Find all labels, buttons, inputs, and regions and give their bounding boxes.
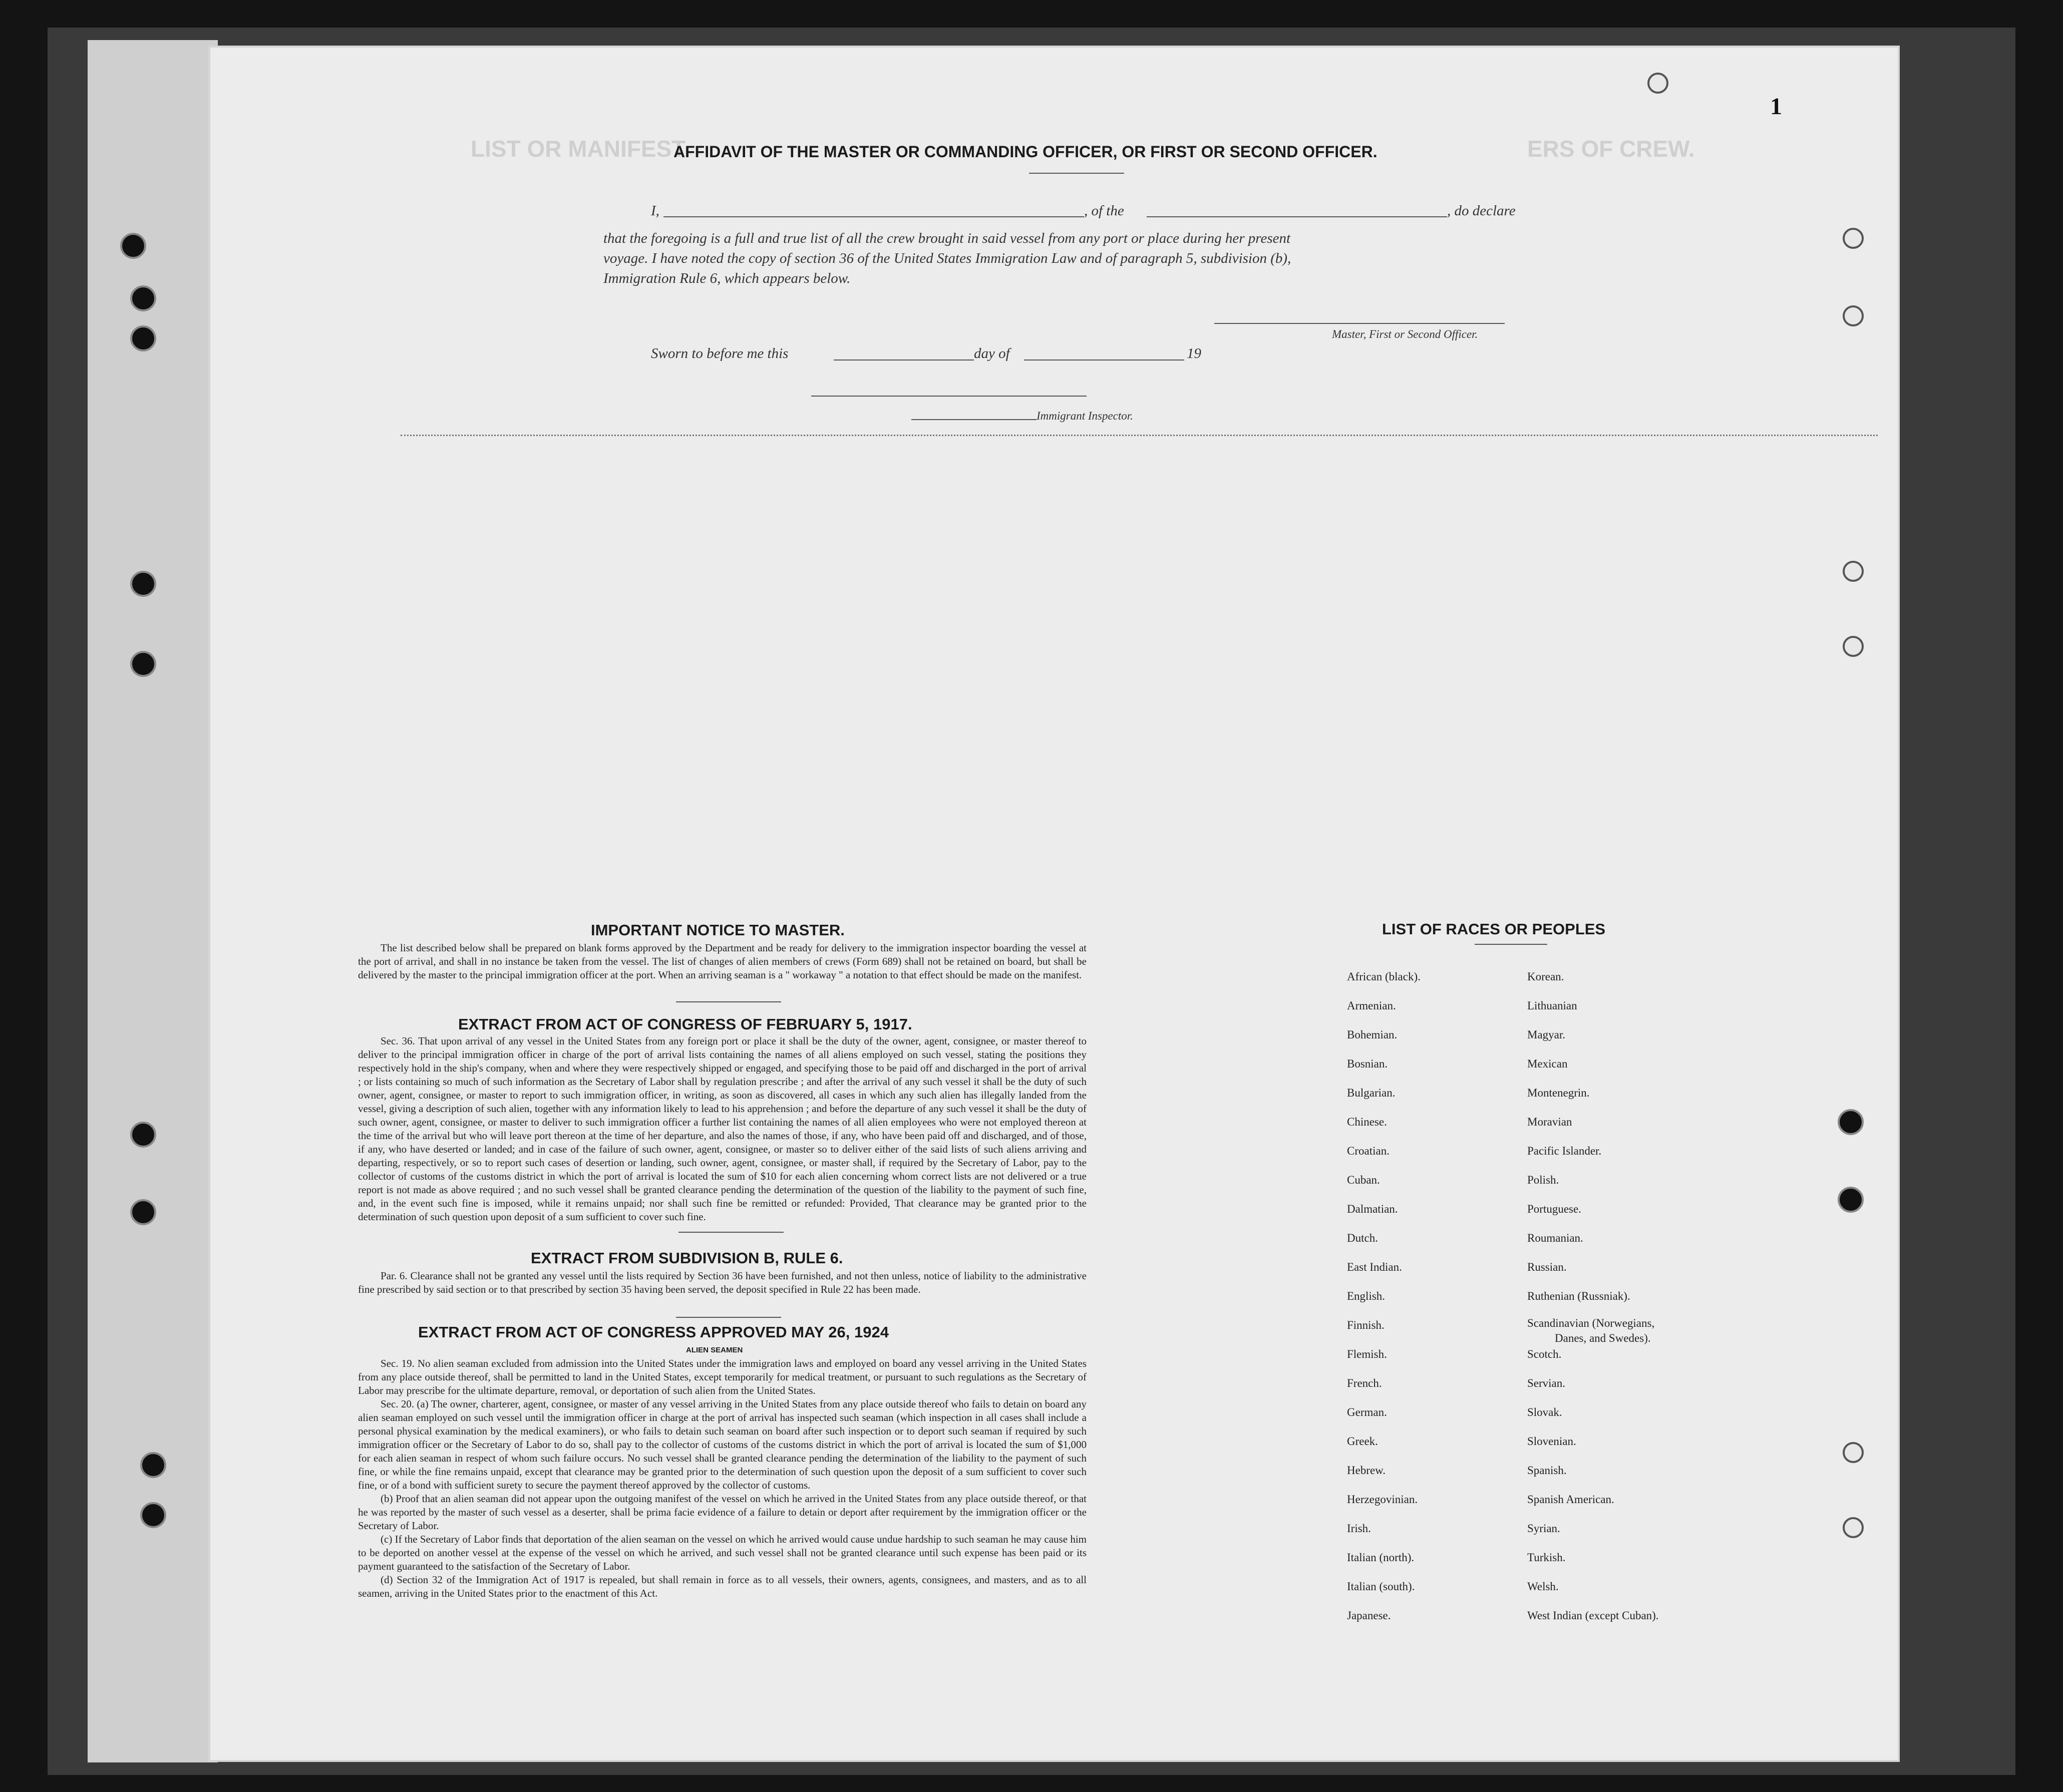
declaration-line-4: Immigration Rule 6, which appears below.: [603, 270, 851, 286]
declaration-line-1c: , do declare: [1447, 203, 1516, 219]
sworn-day-of: day of: [974, 345, 1010, 362]
race-item: Korean.: [1527, 970, 1564, 983]
vessel-blank: [1147, 216, 1447, 217]
race-item: Dalmatian.: [1347, 1203, 1398, 1215]
extract-1924-subtitle: ALIEN SEAMEN: [686, 1346, 743, 1354]
race-item: Italian (north).: [1347, 1551, 1415, 1564]
race-item: Italian (south).: [1347, 1580, 1415, 1593]
race-item: Scotch.: [1527, 1348, 1562, 1360]
race-item: Armenian.: [1347, 999, 1396, 1012]
page-ring: [1843, 1442, 1864, 1463]
race-item: Slovenian.: [1527, 1435, 1576, 1448]
binder-hole: [1838, 1109, 1864, 1135]
rule6-body: [358, 1269, 1087, 1296]
race-item: French.: [1347, 1377, 1382, 1389]
race-item: Russian.: [1527, 1261, 1567, 1273]
inspector-blank-upper: [811, 396, 1087, 397]
race-item: Chinese.: [1347, 1116, 1387, 1128]
binder-hole: [130, 1122, 156, 1148]
race-item: Welsh.: [1527, 1580, 1559, 1593]
race-item: Scandinavian (Norwegians,: [1527, 1317, 1655, 1329]
race-item: Mexican: [1527, 1057, 1568, 1070]
page-ring: [1843, 228, 1864, 249]
binder-hole: [130, 651, 156, 677]
name-blank: [663, 216, 1084, 217]
extract-1917-body: [358, 1034, 1087, 1224]
binder-hole: [140, 1502, 166, 1528]
bleed-through-text: LIST OR MANIFEST: [471, 136, 686, 162]
sec-19-text: Sec. 19. No alien seaman excluded from admission into the United States under the immigration laws and employed on board any vessel arriving in the United States from any place outside thereof, shall be permitted to land in the United States, except temporarily for medical treatment, or pursuant to such regulations as the Secretary of Labor may prescribe for the ultimate departure, removal, or deportation of such alien from the United States.: [358, 1357, 1087, 1396]
race-item: Portuguese.: [1527, 1203, 1581, 1215]
rule6-text: Par. 6. Clearance shall not be granted any vessel until the lists required by Section 36 have been furnished, and not then unless, notice of liability to the administrative fine prescribed by said section or to that prescribed by section 35 having been served, the deposit specified in Rule 22 has been made.: [358, 1270, 1087, 1295]
race-item: Croatian.: [1347, 1145, 1390, 1157]
sworn-text: Sworn to before me this: [651, 345, 789, 362]
extract-1917-divider: [678, 1232, 784, 1233]
signer-title: Master, First or Second Officer.: [1332, 328, 1478, 340]
race-item: English.: [1347, 1290, 1386, 1302]
race-item-continued: Danes, and Swedes).: [1555, 1332, 1651, 1344]
binder-hole: [130, 1199, 156, 1225]
binder-hole: [1838, 1187, 1864, 1213]
races-title: LIST OF RACES OR PEOPLES: [1382, 920, 1606, 938]
race-item: Polish.: [1527, 1174, 1559, 1186]
race-item: Japanese.: [1347, 1609, 1391, 1622]
notice-divider: [676, 1001, 781, 1002]
race-item: Greek.: [1347, 1435, 1378, 1448]
sec-20a-text: Sec. 20. (a) The owner, charterer, agent, consignee, or master of any vessel arriving in the United States from any place outside thereof who fails to detain on board any alien seaman employed on such vessel until the immigration officer in charge at the port of arrival has inspected such seaman (which inspection in all cases shall include a personal physical examination by the medical examiners), or who fails to detain such seaman on board after such inspection or to deport such seaman if required by such immigration officer or the Secretary of Labor to do so, shall pay to the collector of customs of the customs district in which the port of arrival is located the sum of $1,000 for each alien seaman in respect of whom such failure occurs. No such vessel shall be granted clearance pending the determination of the liability to the payment of such fine, or while the fine remains unpaid, except that clearance may be granted prior to the determination of such question upon the deposit of a sum sufficient to cover such fine, or of a bond with sufficient surety to secure the payment thereof approved by the collector of customs.: [358, 1398, 1087, 1491]
binder-hole: [130, 285, 156, 311]
race-item: Flemish.: [1347, 1348, 1387, 1360]
race-item: Turkish.: [1527, 1551, 1566, 1564]
declaration-line-3: voyage. I have noted the copy of section 36 of the United States Immigration Law and of paragraph 5, subdivision (b),: [603, 250, 1291, 266]
sec-20d-text: (d) Section 32 of the Immigration Act of 1917 is repealed, but shall remain in force as to all vessels, their owners, agents, consignees, and masters, and as to all seamen, arriving in the United States prior to the enactment of this Act.: [358, 1574, 1087, 1599]
declaration-line-1b: , of the: [1084, 203, 1124, 219]
page-number: 1: [1770, 93, 1782, 120]
binder-hole: [140, 1452, 166, 1478]
race-item: Montenegrin.: [1527, 1087, 1590, 1099]
races-title-underline: [1475, 944, 1547, 945]
race-item: Herzegovinian.: [1347, 1493, 1418, 1506]
race-item: Roumanian.: [1527, 1232, 1583, 1244]
page-ring: [1843, 305, 1864, 326]
extract-1924-body: [358, 1357, 1087, 1600]
race-item: Spanish.: [1527, 1464, 1567, 1477]
declaration-line-2: that the foregoing is a full and true list of all the crew brought in said vessel from any port or place during her present: [603, 230, 1291, 246]
sec-20b-text: (b) Proof that an alien seaman did not appear upon the outgoing manifest of the vessel on which he arrived in the United States from any place outside thereof, or that he was reported by the master of such vessel as a deserter, shall be prima facie evidence of a failure to detain or deport after requirement by the immigration officer or the Secretary of Labor.: [358, 1493, 1087, 1532]
race-item: Moravian: [1527, 1116, 1572, 1128]
sworn-year: 19: [1187, 345, 1201, 362]
rule6-divider: [676, 1317, 781, 1318]
sworn-day-blank: [834, 360, 974, 361]
binder-hole: [130, 571, 156, 597]
notice-body: [358, 941, 1087, 982]
binder-hole: [120, 233, 146, 259]
inspector-title: Immigrant Inspector.: [1037, 410, 1133, 422]
race-item: Lithuanian: [1527, 999, 1577, 1012]
declaration-line-1a: I,: [651, 203, 659, 219]
race-item: Pacific Islander.: [1527, 1145, 1602, 1157]
extract-1917-text: Sec. 36. That upon arrival of any vessel in the United States from any foreign port or place it shall be the duty of the owner, agent, consignee, or master thereof to deliver to the principal immigration officer in charge of the port of arrival lists containing the names of all aliens employed on such vessel, stating the positions they respectively hold in the ship's company, when and where they were respectively shipped or engaged, and specifying those to be paid off and discharged in the port of arrival ; or lists containing so much of such information as the Secretary of Labor shall by regulation prescribe ; and after the arrival of any such vessel it shall be the duty of such owner, agent, consignee, or master to report to such immigration officer, in writing, as soon as discovered, all cases in which any such alien has illegally landed from the vessel, giving a description of such alien, together with any information likely to lead to his apprehension ; and before the departure of any such vessel it shall be the duty of such owner, agent, consignee, or master to deliver to such immigration officer a further list containing the names of all alien employees who were not employed thereon at the time of the arrival but who will leave port thereon at the time of her departure, and also the names of those, if any, who have been paid off and discharged, and of those, if any, who have deserted or landed; and in case of the failure of such owner, agent, consignee, or master so to deliver either of the said lists of such aliens arriving and departing, respectively, or so to report such cases of desertion or landing, such owner, agent, consignee, or master shall, if required by the Secretary of Labor, pay to the collector of customs of the customs district in which the port of arrival is located the sum of $10 for each alien concerning whom correct lists are not delivered or a true report is not made as above required ; and no such vessel shall be granted clearance pending the determination of the question of the liability to the payment of such fine, and, in the event such fine is imposed, while it remains unpaid; nor shall such fine be remitted or refunded: Provided, That clearance may be granted prior to the determination of such question upon deposit of a sum sufficient to cover such fine.: [358, 1035, 1087, 1223]
race-item: Hebrew.: [1347, 1464, 1386, 1477]
affidavit-title: AFFIDAVIT OF THE MASTER OR COMMANDING OFFICER, OR FIRST OR SECOND OFFICER.: [673, 143, 1378, 161]
sec-20c-text: (c) If the Secretary of Labor finds that deportation of the alien seaman on the vessel on which he arrived would cause undue hardship to such seaman he may cause him to be deported on another vessel at the expense of the vessel on which he arrived, and such vessel shall not be granted clearance until such expense has been paid or its payment guaranteed to the satisfaction of the Secretary of Labor.: [358, 1533, 1087, 1572]
binder-hole: [130, 325, 156, 351]
race-item: German.: [1347, 1406, 1387, 1418]
sworn-month-blank: [1024, 360, 1184, 361]
race-item: Finnish.: [1347, 1319, 1385, 1331]
race-item: Syrian.: [1527, 1522, 1560, 1535]
race-item: Irish.: [1347, 1522, 1371, 1535]
race-item: Bosnian.: [1347, 1057, 1388, 1070]
title-underline: [1029, 173, 1124, 174]
race-item: Bulgarian.: [1347, 1087, 1396, 1099]
race-item: Magyar.: [1527, 1028, 1566, 1041]
notice-text: The list described below shall be prepared on blank forms approved by the Department and be ready for delivery to the immigration inspector boarding the vessel at the port of arrival, and shall in no instance be taken from the vessel. The list of changes of alien members of crews (Form 689) shall not be retained on board, but shall be delivered by the master to the principal immigration officer at the port. When an arriving seaman is a " workaway " a notation to that effect should be made on the manifest.: [358, 942, 1087, 981]
race-item: African (black).: [1347, 970, 1421, 983]
page-ring: [1843, 636, 1864, 657]
page-ring: [1843, 1517, 1864, 1538]
rule6-title: EXTRACT FROM SUBDIVISION B, RULE 6.: [531, 1249, 843, 1267]
race-item: Dutch.: [1347, 1232, 1378, 1244]
page-ring: [1843, 561, 1864, 582]
race-item: Slovak.: [1527, 1406, 1562, 1418]
race-item: West Indian (except Cuban).: [1527, 1609, 1659, 1622]
race-item: Bohemian.: [1347, 1028, 1398, 1041]
race-item: Spanish American.: [1527, 1493, 1614, 1506]
race-item: Ruthenian (Russniak).: [1527, 1290, 1630, 1302]
race-item: Cuban.: [1347, 1174, 1380, 1186]
signature-line: [1214, 323, 1505, 324]
page-ring: [1647, 73, 1668, 94]
race-item: East Indian.: [1347, 1261, 1402, 1273]
race-item: Servian.: [1527, 1377, 1566, 1389]
extract-1917-title: EXTRACT FROM ACT OF CONGRESS OF FEBRUARY 5, 1917.: [458, 1015, 912, 1033]
extract-1924-title: EXTRACT FROM ACT OF CONGRESS APPROVED MAY 26, 1924: [418, 1323, 889, 1341]
inspector-blank: [911, 419, 1037, 420]
notice-title: IMPORTANT NOTICE TO MASTER.: [591, 921, 845, 939]
bleed-through-text: ERS OF CREW.: [1527, 136, 1695, 162]
section-divider: [401, 435, 1878, 436]
